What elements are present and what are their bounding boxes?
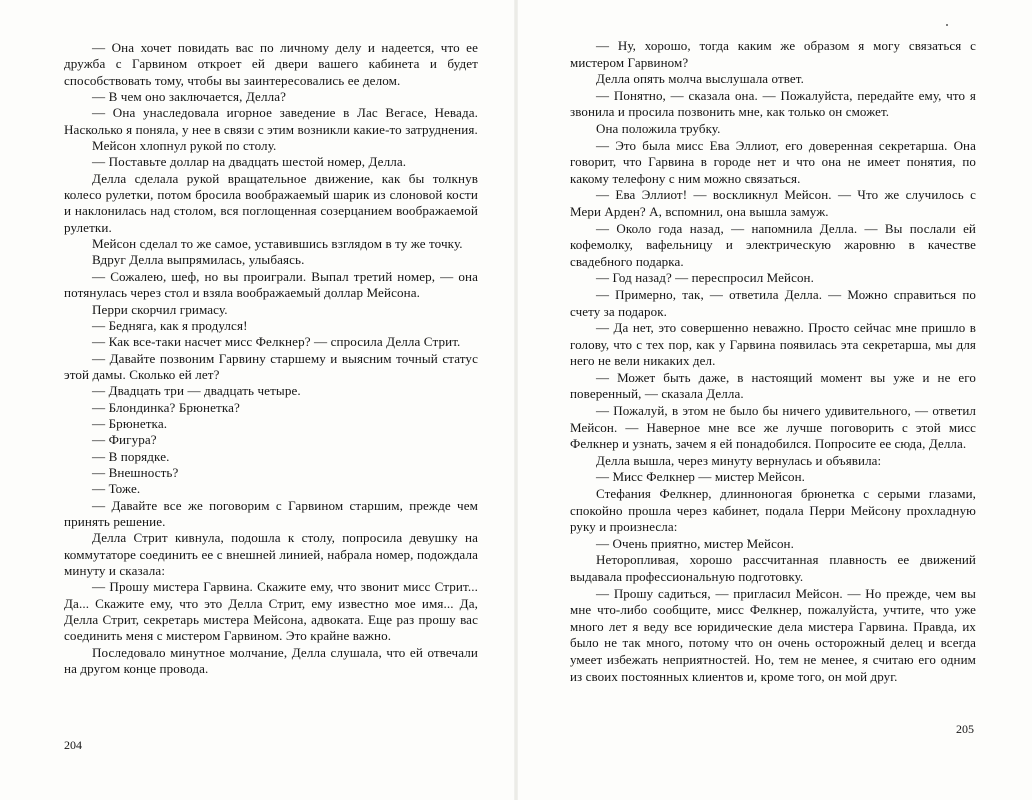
- paragraph: — Около года назад, — напомнила Делла. — Вы послали ей кофемолку, вафельницу и электрическую жаровню в качестве свадебного подарка.: [570, 220, 976, 269]
- paragraph: — Ева Эллиот! — воскликнул Мейсон. — Что же случилось с Мери Арден? А, вспомнил, она вышла замуж.: [570, 187, 976, 219]
- paragraph: — Она унаследовала игорное заведение в Лас Вегасе, Невада. Насколько я поняла, у нее в связи с этим возникли какие-то затруднения.: [64, 105, 478, 137]
- paragraph: — Тоже.: [92, 481, 141, 497]
- paragraph: — Пожалуй, в этом не было бы ничего удивительного, — ответил Мейсон. — Наверное мне все же лучше поговорить с этой мисс Фелкнер и узнать, зачем я ей понадобился. Попросите ее сюда, Делла.: [570, 403, 976, 452]
- paragraph: — Может быть даже, в настоящий момент вы уже и не его поверенный, — сказала Делла.: [570, 369, 976, 402]
- paragraph: — Это была мисс Ева Эллиот, его доверенная секретарша. Она говорит, что Гарвина в городе нет и что она не имеет понятия, по какому телефону с ним можно связаться.: [570, 137, 976, 186]
- paragraph: Она положила трубку.: [596, 120, 721, 136]
- paragraph: — В порядке.: [92, 448, 170, 464]
- paragraph: — Примерно, так, — ответила Делла. — Можно справиться по счету за подарок.: [570, 286, 976, 319]
- paragraph: — Двадцать три — двадцать четыре.: [92, 383, 301, 399]
- paragraph: Делла Стрит кивнула, подошла к столу, попросила девушку на коммутаторе соединить ее с внешней линией, набрала номер, подождала минуту и сказала:: [64, 530, 478, 578]
- print-speck: [946, 24, 948, 26]
- paragraph: — Прошу мистера Гарвина. Скажите ему, что звонит мисс Стрит... Да... Скажите ему, что это Делла Стрит, ему известно мое имя... Да, Делла Стрит, секретарь мистера Мейсона, адвоката. Еще раз прошу вас соединить меня с мистером Гарвином. Это крайне важно.: [64, 579, 478, 644]
- paragraph: Делла сделала рукой вращательное движение, как бы толкнув колесо рулетки, потом бросила воображаемый шарик из слоновой кости и наклонилась над столом, вся поглощенная созерцанием воображаемой рулетки.: [64, 170, 478, 235]
- paragraph: — Брюнетка.: [92, 415, 168, 431]
- paragraph: — Давайте все же поговорим с Гарвином старшим, прежде чем принять решение.: [64, 497, 478, 529]
- right-page: [570, 38, 976, 685]
- paragraph: Вдруг Делла выпрямилась, улыбаясь.: [92, 252, 305, 268]
- paragraph: — Блондинка? Брюнетка?: [92, 399, 240, 415]
- paragraph: — Как все-таки насчет мисс Фелкнер? — спросила Делла Стрит.: [92, 334, 461, 350]
- paragraph: — Очень приятно, мистер Мейсон.: [596, 535, 794, 551]
- paragraph: Мейсон хлопнул рукой по столу.: [92, 138, 277, 154]
- paragraph: — Сожалею, шеф, но вы проиграли. Выпал третий номер, — она потянулась через стол и взяла воображаемый доллар Мейсона.: [64, 268, 478, 301]
- paragraph: — Бедняга, как я продулся!: [92, 317, 248, 333]
- paragraph: — Давайте позвоним Гарвину старшему и выясним точный статус этой дамы. Сколько ей лет?: [64, 350, 478, 382]
- paragraph: — Ну, хорошо, тогда каким же образом я могу связаться с мистером Гарвином?: [570, 38, 976, 70]
- right-page-number: 205: [956, 722, 974, 736]
- paragraph: Последовало минутное молчание, Делла слушала, что ей отвечали на другом конце провода.: [64, 644, 478, 677]
- paragraph: — Поставьте доллар на двадцать шестой номер, Делла.: [92, 154, 407, 170]
- paragraph: Мейсон сделал то же самое, уставившись взглядом в ту же точку.: [92, 236, 463, 252]
- book-gutter: [514, 0, 518, 800]
- paragraph: — Мисс Фелкнер — мистер Мейсон.: [596, 469, 805, 485]
- paragraph: — Фигура?: [92, 432, 157, 448]
- paragraph: — Внешность?: [92, 464, 179, 480]
- paragraph: — Да нет, это совершенно неважно. Просто сейчас мне пришло в голову, что с тех пор, как у Гарвина появилась эта секретарша, мы для него не вели никаких дел.: [570, 320, 976, 369]
- paragraph: — Она хочет повидать вас по личному делу и надеется, что ее дружба с Гарвином откроет ей двери вашего кабинета и будет способствовать тому, чтобы вы заинтересовались ее делом.: [64, 40, 478, 88]
- paragraph: Делла вышла, через минуту вернулась и объявила:: [596, 452, 882, 468]
- paragraph: — В чем оно заключается, Делла?: [92, 89, 287, 105]
- paragraph: — Прошу садиться, — пригласил Мейсон. — Но прежде, чем вы мне что-либо сообщите, мисс Фелкнер, пожалуйста, учтите, что уже много лет я веду все юридические дела мистера Гарвина. Правда, их было не так много, потому что он очень осторожный делец и всегда умеет избежать неприятностей. Но, тем не менее, я считаю его одним из своих постоянных клиентов и, кроме того, он мой друг.: [570, 585, 976, 684]
- paragraph: — Понятно, — сказала она. — Пожалуйста, передайте ему, что я звонила и просила позвонить мне, как только он сможет.: [570, 87, 976, 120]
- paragraph: — Год назад? — переспросил Мейсон.: [596, 270, 814, 286]
- paragraph: Делла опять молча выслушала ответ.: [596, 71, 804, 87]
- left-page: [64, 40, 478, 677]
- paragraph: Неторопливая, хорошо рассчитанная плавность ее движений выдавала профессиональную подготовку.: [570, 552, 976, 584]
- paragraph: Перри скорчил гримасу.: [92, 301, 228, 317]
- left-page-number: 204: [64, 738, 82, 752]
- paragraph: Стефания Фелкнер, длинноногая брюнетка с серыми глазами, спокойно прошла через кабинет, подала Перри Мейсону прохладную руку и произнесла:: [570, 486, 976, 535]
